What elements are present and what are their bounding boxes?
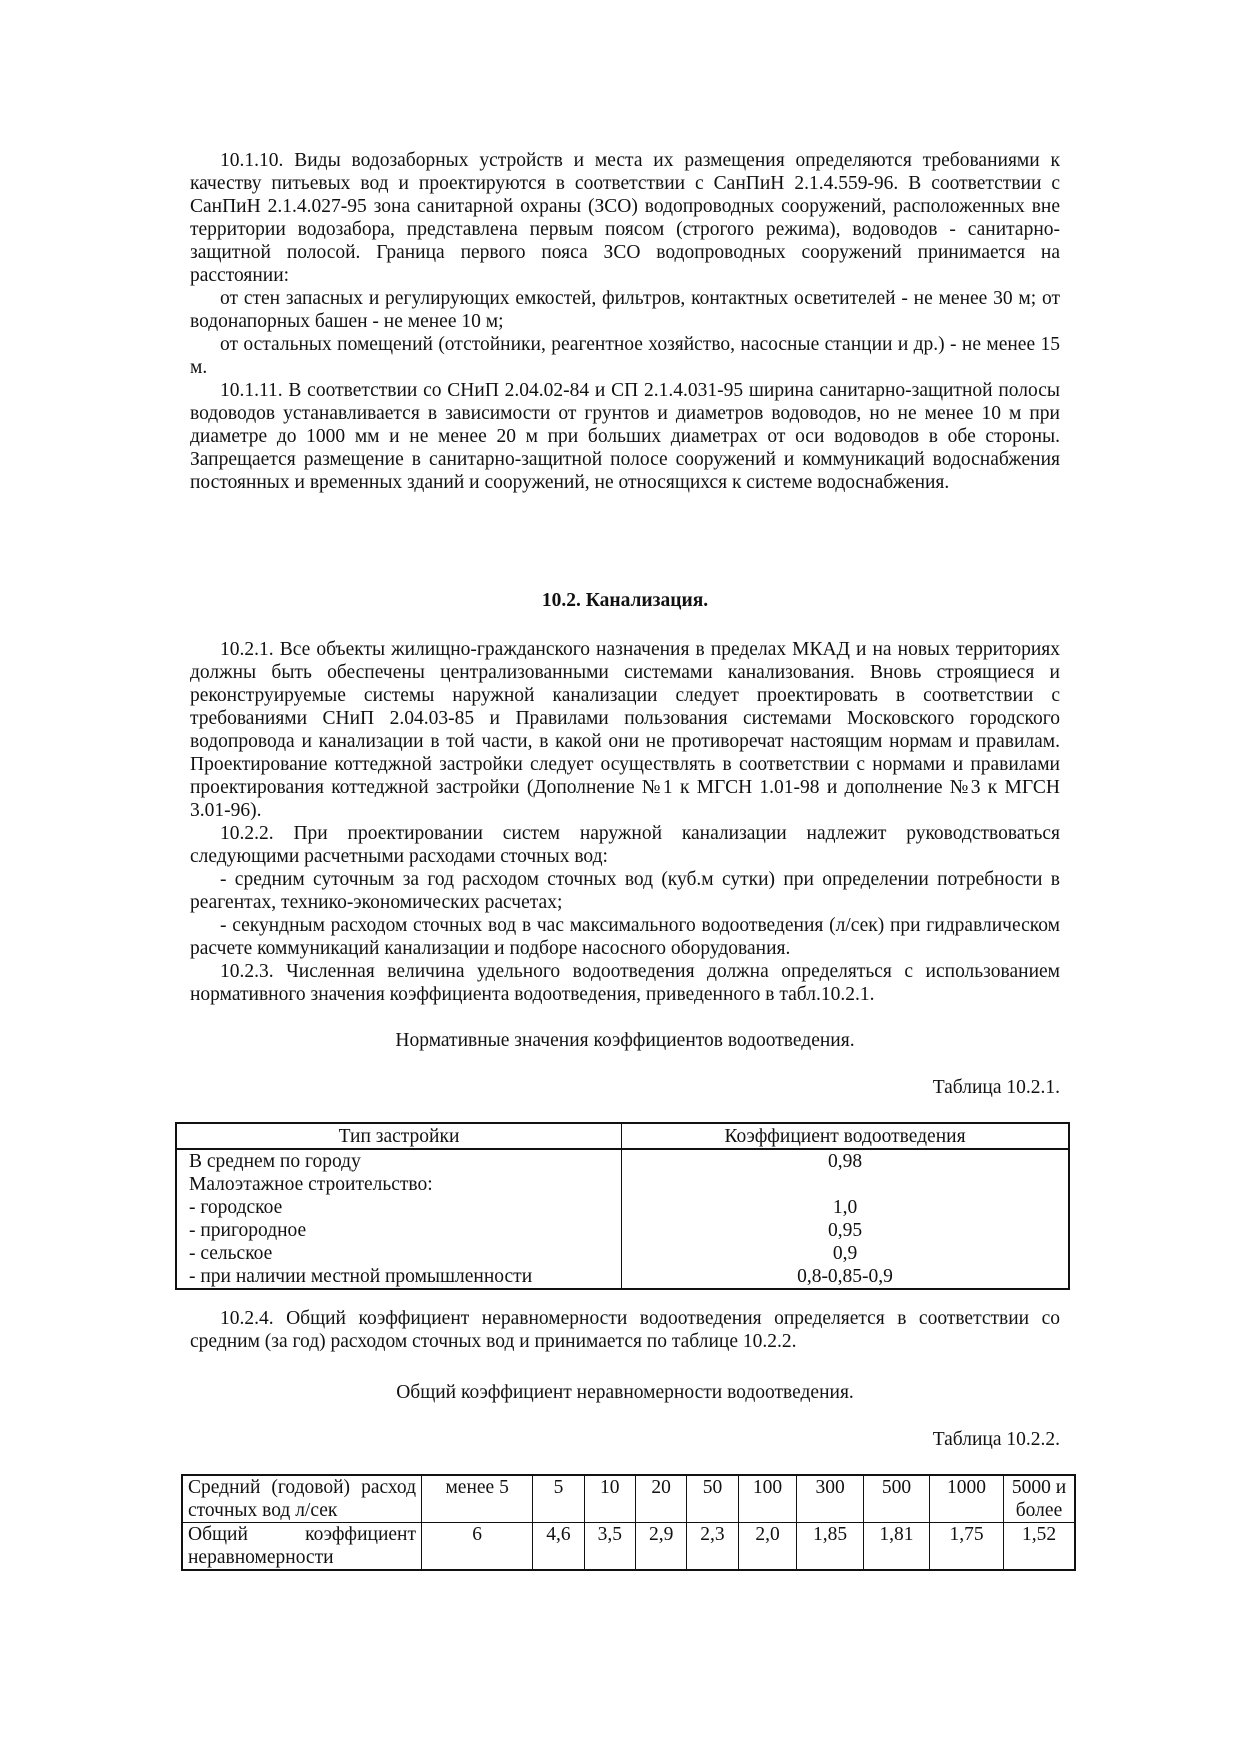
table1-caption: Нормативные значения коэффициентов водоотведения.	[395, 1030, 855, 1051]
table-header-row	[176, 1123, 1069, 1149]
table-cell: 2,3	[687, 1523, 738, 1571]
paragraph-10-1-11: 10.1.11. В соответствии со СНиП 2.04.02-84 и СП 2.1.4.031-95 ширина санитарно-защитной полосы водоводов устанавливается в зависимости от грунтов и диаметров водоводов, но не менее 10 м при диаметре до 1000 мм и не менее 20 м при больших диаметрах от оси водоводов в обе стороны. Запрещается размещение в санитарно-защитной полосе сооружений и коммуникаций водоснабжения постоянных и временных зданий и сооружений, не относящихся к системе водоснабжения.	[190, 380, 1060, 493]
paragraph-10-1-10: 10.1.10. Виды водозаборных устройств и места их размещения определяются требованиями к качеству питьевых вод и проектируются в соответствии с СанПиН 2.1.4.559-96. В соответствии с СанПиН 2.1.4.027-95 зона санитарной охраны (ЗСО) водопроводных сооружений, расположенных вне территории водозабора, представлена первым поясом (строгого режима), водоводов - санитарно-защитной полосой. Граница первого пояса ЗСО водопроводных сооружений принимается на расстоянии:	[190, 150, 1060, 286]
table-cell: 1000	[930, 1475, 1004, 1523]
table-cell: 1,85	[797, 1523, 863, 1571]
table-row	[176, 1265, 1069, 1289]
table-row	[176, 1242, 1069, 1265]
row-label-line: Общий коэффициент	[188, 1524, 416, 1545]
table-cell: В среднем по городу	[176, 1149, 622, 1173]
row-label-flow	[182, 1475, 422, 1523]
table-cell: 0,95	[622, 1219, 1070, 1242]
table-cell: - сельское	[176, 1242, 622, 1265]
table-cell: 2,0	[738, 1523, 797, 1571]
column-header: Тип застройки	[176, 1123, 622, 1149]
table-row	[176, 1149, 1069, 1173]
section-10-1-text	[190, 149, 1060, 494]
table-cell: 100	[738, 1475, 797, 1523]
section-heading: 10.2. Канализация.	[541, 590, 709, 611]
section-10-2-4-text	[190, 1307, 1060, 1353]
table-row	[182, 1475, 1075, 1523]
row-label-line: неравномерности	[188, 1547, 334, 1568]
table-row	[176, 1196, 1069, 1219]
paragraph-distance-other: от остальных помещений (отстойники, реагентное хозяйство, насосные станции и др.) - не менее 15 м.	[190, 334, 1060, 378]
table-cell: 1,0	[622, 1196, 1070, 1219]
drainage-coefficient-table	[175, 1122, 1070, 1290]
table-cell: менее 5	[422, 1475, 533, 1523]
table-cell: 6	[422, 1523, 533, 1571]
paragraph-10-2-2: 10.2.2. При проектировании систем наружной канализации надлежит руководствоваться следующими расчетными расходами сточных вод:	[190, 823, 1060, 867]
table-cell: 0,98	[622, 1149, 1070, 1173]
table-cell: 50	[687, 1475, 738, 1523]
table2-caption: Общий коэффициент неравномерности водоотведения.	[396, 1382, 854, 1403]
paragraph-10-2-4: 10.2.4. Общий коэффициент неравномерности водоотведения определяется в соответствии со средним (за год) расходом сточных вод и принимается по таблице 10.2.2.	[190, 1308, 1060, 1352]
paragraph-peak-flow: - секундным расходом сточных вод в час максимального водоотведения (л/сек) при гидравлическом расчете коммуникаций канализации и подборе насосного оборудования.	[190, 915, 1060, 959]
table-cell: 0,9	[622, 1242, 1070, 1265]
table-cell: 20	[635, 1475, 686, 1523]
table-cell: - пригородное	[176, 1219, 622, 1242]
table2-number: Таблица 10.2.2.	[932, 1429, 1060, 1450]
table-row	[176, 1173, 1069, 1196]
section-10-2-text	[190, 638, 1060, 1006]
table-row	[182, 1523, 1075, 1571]
paragraph-average-flow: - средним суточным за год расходом сточных вод (куб.м сутки) при определении потребности в реагентах, технико-экономических расчетах;	[190, 869, 1060, 913]
table-cell: 5	[533, 1475, 584, 1523]
table-cell: 500	[863, 1475, 929, 1523]
column-header: Коэффициент водоотведения	[622, 1123, 1070, 1149]
paragraph-10-2-3: 10.2.3. Численная величина удельного водоотведения должна определяться с использованием нормативного значения коэффициента водоотведения, приведенного в табл.10.2.1.	[190, 961, 1060, 1005]
table-cell: 300	[797, 1475, 863, 1523]
table-cell: 0,8-0,85-0,9	[622, 1265, 1070, 1289]
irregularity-coefficient-table	[181, 1474, 1076, 1571]
table-row	[176, 1219, 1069, 1242]
row-label-coefficient	[182, 1523, 422, 1571]
table-cell: 3,5	[584, 1523, 635, 1571]
table-cell: 1,75	[930, 1523, 1004, 1571]
table-cell: Малоэтажное строительство:	[176, 1173, 622, 1196]
table1-number: Таблица 10.2.1.	[932, 1077, 1060, 1098]
table-cell: 10	[584, 1475, 635, 1523]
table-cell: 4,6	[533, 1523, 584, 1571]
row-label-line: сточных вод л/сек	[188, 1500, 338, 1521]
table-cell	[622, 1173, 1070, 1196]
row-label-line: Средний (годовой) расход	[188, 1477, 416, 1498]
table-cell: - городское	[176, 1196, 622, 1219]
table-cell: 1,81	[863, 1523, 929, 1571]
table-cell: - при наличии местной промышленности	[176, 1265, 622, 1289]
table-cell: 2,9	[635, 1523, 686, 1571]
table-cell: 5000 и более	[1004, 1475, 1076, 1523]
paragraph-distance-tanks: от стен запасных и регулирующих емкостей, фильтров, контактных осветителей - не менее 30 м; от водонапорных башен - не менее 10 м;	[190, 288, 1060, 332]
table-cell: 1,52	[1004, 1523, 1076, 1571]
paragraph-10-2-1: 10.2.1. Все объекты жилищно-гражданского назначения в пределах МКАД и на новых территориях должны быть обеспечены централизованными системами канализования. Вновь строящиеся и реконструируемые системы наружной канализации следует проектировать в соответствии с требованиями СНиП 2.04.03-85 и Правилами пользования системами Московского городского водопровода и канализации в той части, в какой они не противоречат настоящим нормам и правилам. Проектирование коттеджной застройки следует осуществлять в соответствии с нормами и правилами проектирования коттеджной застройки (Дополнение №1 к МГСН 1.01-98 и дополнение №3 к МГСН 3.01-96).	[190, 639, 1060, 821]
